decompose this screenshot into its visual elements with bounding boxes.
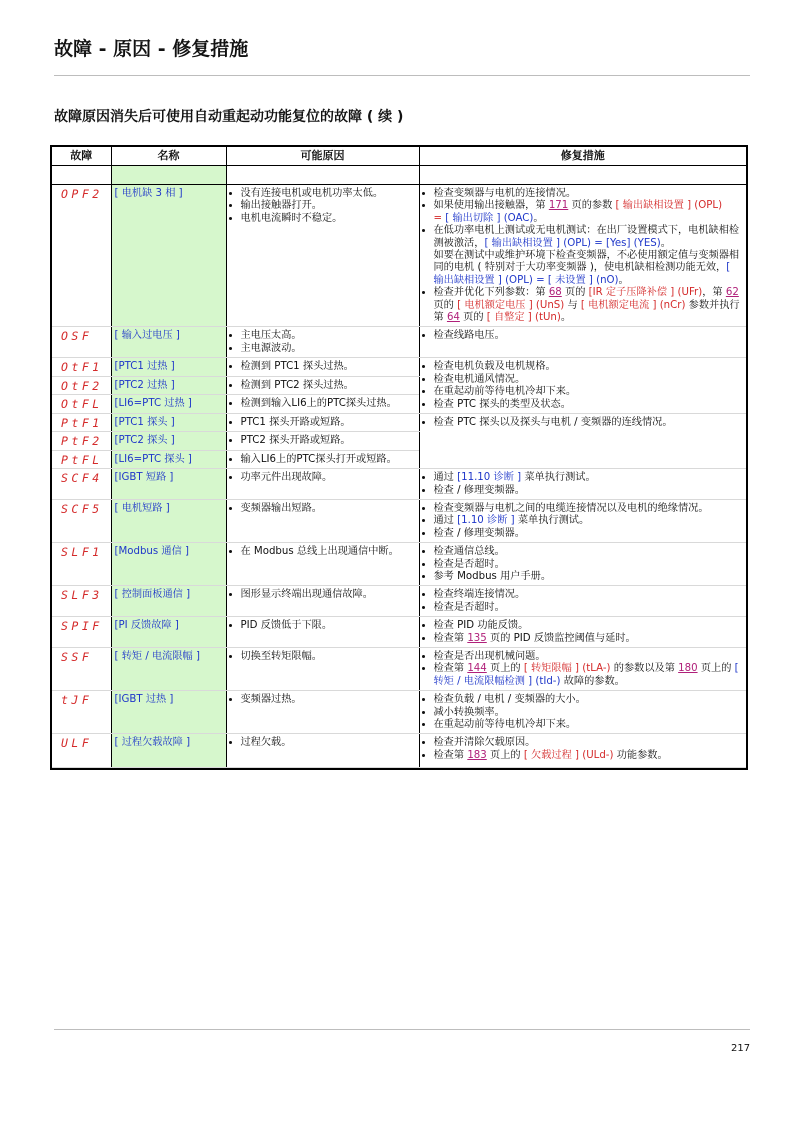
table-row [52, 185, 746, 327]
cause-cell [226, 617, 419, 648]
remedy-item: • 检查是否超时。 [434, 602, 744, 614]
remedy-text: 如果使用输出接触器，第 [433, 200, 549, 212]
remedy-text: 菜单执行测试。 [514, 515, 590, 527]
fault-code: PtF1 [52, 413, 111, 431]
cause-item: • 主电源波动。 [241, 343, 416, 355]
fault-name-link[interactable]: [PI 反馈故障 ] [114, 620, 179, 632]
fault-code: OtF1 [52, 358, 111, 377]
fault-name [111, 469, 226, 500]
cause-item: • 检测到输入LI6上的PTC探头过热。 [241, 398, 416, 410]
fault-name-link[interactable]: [ 转矩 / 电流限幅 ] [114, 651, 200, 662]
table-row [52, 499, 746, 542]
remedy-cell [419, 648, 746, 691]
page-link[interactable]: 144 [467, 663, 487, 675]
table-row [52, 327, 746, 358]
remedy-item: • 参考 Modbus 用户手册。 [434, 571, 744, 583]
menu-link[interactable]: [11.10 诊断 ] [457, 472, 522, 484]
remedy-text: 页的 [459, 312, 487, 324]
remedy-text: 故障的参数。 [560, 675, 625, 687]
remedy-text: 检查并优化下列参数：第 [433, 287, 549, 299]
remedy-item [434, 225, 744, 287]
fault-name-link[interactable]: [ 过程欠载故障 ] [114, 737, 191, 749]
table-spacer-row [52, 166, 746, 185]
table-row [52, 691, 746, 734]
remedy-text: 。 [533, 212, 544, 224]
page-link[interactable]: 135 [467, 632, 487, 644]
fault-name-link[interactable]: [LI6=PTC 过热 ] [114, 398, 192, 410]
cause-item: • 过程欠载。 [241, 737, 416, 749]
cause-item: • 输入LI6上的PTC探头打开或短路。 [241, 454, 416, 466]
param-ref: [ 转矩 / 电流限幅检测 ] (tId-) [433, 663, 739, 687]
cause-item: • PTC1 探头开路或短路。 [241, 417, 416, 429]
header-fault: 故障 [52, 147, 111, 166]
fault-name-link[interactable]: [ 电机缺 3 相 ] [114, 188, 183, 199]
cause-item: • 检测到 PTC2 探头过热。 [241, 380, 416, 392]
remedy-item: • 检查并清除欠载原因。 [434, 737, 744, 749]
remedy-text: 页上的 [697, 663, 735, 675]
remedy-cell [419, 543, 746, 586]
cause-cell [226, 395, 419, 414]
remedy-text: 检查第 [433, 663, 468, 675]
remedy-item [434, 472, 744, 484]
page-link[interactable]: 180 [678, 663, 698, 675]
fault-name-link[interactable]: [IGBT 过热 ] [114, 694, 174, 706]
remedy-text: 通过 [433, 472, 458, 484]
cause-cell [226, 691, 419, 734]
fault-code: tJF [52, 691, 111, 734]
table-row [52, 469, 746, 500]
remedy-text: 页的 [561, 287, 589, 299]
cause-item: • 功率元件出现故障。 [241, 472, 416, 484]
cause-cell [226, 648, 419, 691]
remedy-text: 页上的 [486, 749, 524, 761]
param-ref: [ 输出切除 ] (OAC) [445, 212, 534, 224]
param-ref: [ 输出缺相设置 ] (OPL) [615, 200, 723, 212]
fault-name [111, 376, 226, 395]
param-ref: [ 自整定 ] (tUn) [486, 312, 561, 324]
table-row [52, 648, 746, 691]
cause-item: • 变频器输出短路。 [241, 503, 416, 515]
cause-item: • 输出接触器打开。 [241, 200, 416, 212]
fault-code: OSF [52, 327, 111, 358]
page-number: 217 [731, 1043, 751, 1054]
remedy-item: • 检查 PTC 探头的类型及状态。 [434, 399, 744, 411]
fault-name [111, 327, 226, 358]
remedy-item [434, 663, 744, 688]
fault-code: PtFL [52, 450, 111, 468]
remedy-item: • 检查是否超时。 [434, 559, 744, 571]
header-cause: 可能原因 [226, 147, 419, 166]
param-ref: [ 电机额定电流 ] (nCr) [580, 299, 686, 311]
table-header-row [52, 147, 746, 166]
fault-name-link[interactable]: [PTC1 过热 ] [114, 361, 175, 373]
cause-cell [226, 432, 419, 450]
fault-name [111, 586, 226, 617]
remedy-cell [419, 358, 746, 414]
cause-cell [226, 376, 419, 395]
fault-name-link[interactable]: [PTC2 探头 ] [114, 435, 175, 447]
remedy-text: 。 [660, 237, 671, 249]
page-link[interactable]: 68 [548, 287, 562, 299]
remedy-item: • 在重起动前等待电机冷却下来。 [434, 386, 744, 398]
param-ref: [ 输出缺相设置 ] (OPL) = [Yes] (YES) [484, 237, 661, 249]
cause-item: • PTC2 探头开路或短路。 [241, 435, 416, 447]
remedy-text: 。 [618, 274, 629, 286]
fault-name [111, 358, 226, 377]
remedy-item: • 检查线路电压。 [434, 330, 744, 342]
header-name: 名称 [111, 147, 226, 166]
param-ref: [ 欠载过程 ] (ULd-) [523, 749, 614, 761]
remedy-item [434, 287, 744, 324]
fault-code: SSF [52, 648, 111, 691]
fault-name [111, 499, 226, 542]
remedy-cell [419, 691, 746, 734]
fault-name [111, 691, 226, 734]
cause-cell [226, 185, 419, 327]
cause-item: • 电机电流瞬时不稳定。 [241, 213, 416, 225]
fault-name-link[interactable]: [ 输入过电压 ] [114, 330, 180, 342]
remedy-item: • 检查通信总线。 [434, 546, 744, 558]
fault-name-link[interactable]: [Modbus 通信 ] [114, 546, 190, 558]
cause-item: • 检测到 PTC1 探头过热。 [241, 361, 416, 373]
remedy-text: 的参数以及第 [610, 663, 679, 675]
remedy-cell [419, 734, 746, 768]
remedy-item: • 检查 PTC 探头以及探头与电机 / 变频器的连线情况。 [434, 417, 744, 429]
remedy-text: ，第 [702, 287, 726, 299]
cause-cell [226, 358, 419, 377]
remedy-item: • 检查电机负载及电机规格。 [434, 361, 744, 373]
remedy-text: 。 [560, 312, 572, 324]
remedy-item: • 检查 / 修理变频器。 [434, 528, 744, 540]
fault-name [111, 734, 226, 768]
remedy-text: 在低功率电机上测试或无电机测试：在出厂设置模式下，电机缺相检测被激活， [433, 225, 740, 249]
cause-item: • 主电压太高。 [241, 330, 416, 342]
page-link[interactable]: 183 [467, 749, 487, 761]
remedy-cell [419, 413, 746, 468]
param-ref: [ 转矩限幅 ] (tLA-) [523, 663, 611, 675]
fault-name [111, 185, 226, 327]
remedy-item: • 检查终端连接情况。 [434, 589, 744, 601]
remedy-text: 如要在测试中或维护环境下检查变频器，不必使用额定值与变频器相同的电机 ( 特别对于大功率变频器 )，使电机缺相检测功能无效， [433, 250, 740, 274]
fault-name [111, 432, 226, 450]
remedy-text: 与 [564, 299, 581, 311]
remedy-text: 参数并执行第 [433, 299, 740, 324]
fault-code: OtFL [52, 395, 111, 414]
remedy-item [434, 633, 744, 645]
fault-name-link[interactable]: [PTC1 探头 ] [114, 416, 175, 428]
cause-cell [226, 327, 419, 358]
cause-item: • 没有连接电机或电机功率太低。 [241, 188, 416, 200]
cause-cell [226, 586, 419, 617]
remedy-item: • 检查 / 修理变频器。 [434, 485, 744, 497]
cause-cell [226, 450, 419, 468]
cause-cell [226, 469, 419, 500]
param-ref: [ 输出缺相设置 ] (OPL) = [ 未设置 ] (nO) [433, 262, 731, 286]
cause-item: • PID 反馈低于下限。 [241, 620, 416, 632]
section-title: 故障原因消失后可使用自动重起动功能复位的故障 ( 续 ) [54, 109, 404, 125]
fault-table [50, 145, 748, 770]
remedy-cell [419, 617, 746, 648]
fault-name [111, 617, 226, 648]
fault-code: SPIF [52, 617, 111, 648]
param-ref: = [433, 212, 446, 224]
table-row [52, 413, 746, 431]
fault-code: OtF2 [52, 376, 111, 395]
cause-cell [226, 543, 419, 586]
fault-code: PtF2 [52, 432, 111, 450]
remedy-item: • 在重起动前等待电机冷却下来。 [434, 719, 744, 731]
table-row [52, 358, 746, 377]
fault-name [111, 395, 226, 414]
remedy-item: • 检查是否出现机械问题。 [434, 651, 744, 663]
fault-name [111, 413, 226, 431]
remedy-item: • 检查 PID 功能反馈。 [434, 620, 744, 632]
header-divider [54, 75, 750, 76]
fault-name-link[interactable]: [LI6=PTC 探头 ] [114, 453, 192, 465]
remedy-item [434, 515, 744, 527]
fault-name-link[interactable]: [PTC2 过热 ] [114, 379, 175, 391]
remedy-text: 页上的 [486, 663, 524, 675]
remedy-item: • 检查负载 / 电机 / 变频器的大小。 [434, 694, 744, 706]
cause-item: • 在 Modbus 总线上出现通信中断。 [241, 546, 416, 558]
fault-code: OPF2 [52, 185, 111, 327]
param-ref: [ 电机额定电压 ] (UnS) [457, 299, 565, 311]
fault-name-link[interactable]: [ 电机短路 ] [114, 502, 170, 514]
remedy-text: 页的 [433, 299, 458, 311]
cause-item: • 图形显示终端出现通信故障。 [241, 589, 416, 601]
table-row [52, 617, 746, 648]
page-link[interactable]: 62 [725, 287, 739, 299]
fault-code: SCF5 [52, 499, 111, 542]
remedy-item: • 减小转换频率。 [434, 707, 744, 719]
fault-name-link[interactable]: [ 控制面板通信 ] [114, 589, 191, 601]
remedy-item: • 检查变频器与电机的连接情况。 [434, 188, 744, 200]
cause-item: • 切换至转矩限幅。 [241, 651, 416, 663]
fault-name [111, 450, 226, 468]
page-link[interactable]: 171 [548, 200, 569, 212]
page-title: 故障 - 原因 - 修复措施 [54, 38, 249, 60]
page-link[interactable]: 64 [446, 312, 460, 324]
fault-name [111, 543, 226, 586]
remedy-text: 功能参数。 [613, 749, 668, 761]
remedy-cell [419, 469, 746, 500]
remedy-text: 通过 [433, 515, 458, 527]
remedy-cell [419, 327, 746, 358]
remedy-item: • 检查电机通风情况。 [434, 374, 744, 386]
cause-item: • 变频器过热。 [241, 694, 416, 706]
remedy-text: 检查第 [433, 749, 468, 761]
remedy-text: 页的参数 [568, 200, 616, 212]
table-row [52, 543, 746, 586]
fault-name-link[interactable]: [IGBT 短路 ] [114, 472, 174, 484]
remedy-text: 菜单执行测试。 [521, 472, 596, 484]
fault-code: ULF [52, 734, 111, 768]
remedy-text: 页的 PID 反馈监控阈值与延时。 [486, 632, 636, 644]
footer-divider [54, 1029, 750, 1030]
table-row [52, 734, 746, 768]
cause-cell [226, 499, 419, 542]
fault-name [111, 648, 226, 691]
remedy-item [434, 200, 744, 225]
fault-code: SLF3 [52, 586, 111, 617]
fault-code: SCF4 [52, 469, 111, 500]
cause-cell [226, 413, 419, 431]
param-ref: [IR 定子压降补偿 ] (UFr) [588, 287, 703, 299]
fault-code: SLF1 [52, 543, 111, 586]
header-remedy: 修复措施 [419, 147, 746, 166]
remedy-text: 检查第 [433, 632, 468, 644]
remedy-item [434, 750, 744, 762]
menu-link[interactable]: [1.10 诊断 ] [457, 515, 515, 527]
remedy-item: • 检查变频器与电机之间的电缆连接情况以及电机的绝缘情况。 [434, 503, 744, 515]
remedy-cell [419, 499, 746, 542]
remedy-cell [419, 586, 746, 617]
cause-cell [226, 734, 419, 768]
remedy-cell [419, 185, 746, 327]
table-row [52, 586, 746, 617]
